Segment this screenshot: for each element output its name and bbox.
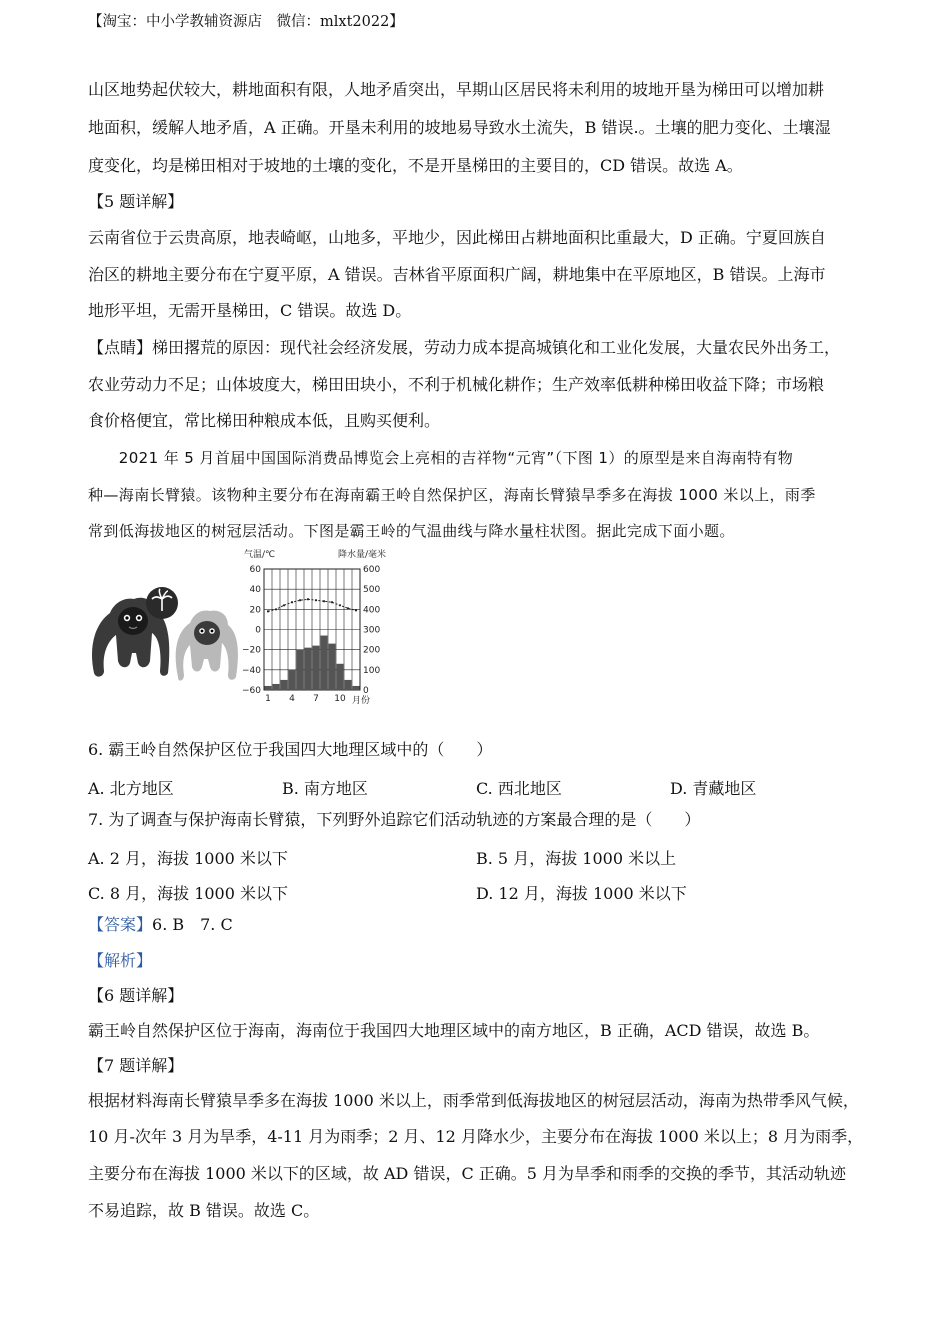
answer-text: 6. B 7. C xyxy=(152,915,233,934)
q7-option-d: D. 12 月，海拔 1000 米以下 xyxy=(476,884,687,903)
x-tick-label: 10 xyxy=(334,694,346,704)
text-line: 10 月-次年 3 月为旱季，4-11 月为雨季；2 月、12 月降水少，主要分布在海拔 1000 米以上；8 月为雨季， xyxy=(88,1127,864,1146)
temperature-point xyxy=(267,610,269,612)
figure-svg xyxy=(86,545,386,710)
right-tick-label: 100 xyxy=(363,665,381,676)
text-line: 种—海南长臂猿。该物种主要分布在海南霸王岭自然保护区，海南长臂猿旱季多在海拔 1000 米以上，雨季 xyxy=(88,486,816,504)
precipitation-bar xyxy=(305,648,312,690)
left-tick-label: 20 xyxy=(249,605,261,616)
precipitation-bar xyxy=(289,670,296,690)
text-line: 食价格便宜，常比梯田种粮成本低，且购买便利。 xyxy=(88,411,441,430)
temperature-point xyxy=(299,599,301,601)
temperature-point xyxy=(291,601,293,603)
page-header: 【淘宝：中小学教辅资源店 微信：mlxt2022】 xyxy=(88,14,404,30)
left-axis-ticks xyxy=(242,565,261,696)
q6-option-c: C. 西北地区 xyxy=(476,779,562,798)
x-axis-ticks xyxy=(265,694,346,704)
precipitation-bar xyxy=(353,686,360,690)
text-line: 2021 年 5 月首届中国国际消费品博览会上亮相的吉祥物“元宵”（下图 1）的原型是来自海南特有物 xyxy=(88,449,794,467)
left-tick-label: 60 xyxy=(249,565,261,575)
text-line: 云南省位于云贵高原，地表崎岖，山地多，平地少，因此梯田占耕地面积比重最大，D 正确。宁夏回族自 xyxy=(88,228,826,247)
precipitation-bar xyxy=(273,684,280,690)
q7-stem: 7. 为了调查与保护海南长臂猿，下列野外追踪它们活动轨迹的方案最合理的是（ ） xyxy=(88,810,701,829)
precipitation-bar xyxy=(345,680,352,690)
left-axis-label: 气温/℃ xyxy=(244,550,276,560)
x-tick-label: 1 xyxy=(265,694,271,704)
text-line: 常到低海拔地区的树冠层活动。下图是霸王岭的气温曲线与降水量柱状图。据此完成下面小题。 xyxy=(88,522,735,540)
figure-1 xyxy=(86,545,386,710)
precipitation-bar xyxy=(281,680,288,690)
right-tick-label: 500 xyxy=(363,585,381,596)
q6-option-a: A. 北方地区 xyxy=(88,779,174,798)
climate-chart xyxy=(242,548,386,706)
q7-option-c: C. 8 月，海拔 1000 米以下 xyxy=(88,884,289,903)
grid-lines xyxy=(264,569,360,690)
q6-explanation: 霸王岭自然保护区位于海南，海南位于我国四大地理区域中的南方地区，B 正确，ACD 错误，故选 B。 xyxy=(88,1021,820,1040)
q6-option-b: B. 南方地区 xyxy=(282,779,368,798)
right-tick-label: 300 xyxy=(363,625,381,636)
text-line: 根据材料海南长臂猿旱季多在海拔 1000 米以上，雨季常到低海拔地区的树冠层活动，海南为热带季风气候， xyxy=(88,1091,859,1110)
text-line: 山区地势起伏较大，耕地面积有限，人地矛盾突出，早期山区居民将未利用的坡地开垦为梯田可以增加耕 xyxy=(88,80,825,99)
temperature-point xyxy=(355,609,357,611)
temperature-point xyxy=(283,604,285,606)
right-tick-label: 600 xyxy=(363,565,381,575)
precipitation-bar xyxy=(265,686,272,690)
temperature-point xyxy=(307,598,309,600)
q7-option-b: B. 5 月，海拔 1000 米以上 xyxy=(476,849,677,868)
right-axis-label: 降水量/毫米 xyxy=(338,550,386,560)
left-tick-label: −60 xyxy=(242,686,261,696)
right-tick-label: 200 xyxy=(363,645,381,656)
text-line: 地形平坦，无需开垦梯田，C 错误。故选 D。 xyxy=(88,301,412,320)
q6-option-d: D. 青藏地区 xyxy=(670,779,757,798)
left-tick-label: −40 xyxy=(242,665,261,676)
left-tick-label: −20 xyxy=(242,645,261,656)
text-line: 【点睛】梯田撂荒的原因：现代社会经济发展，劳动力成本提高城镇化和工业化发展，大量农民外出务工， xyxy=(88,338,841,357)
temperature-point xyxy=(339,604,341,606)
right-axis-ticks xyxy=(363,565,380,696)
precipitation-bar xyxy=(321,636,328,690)
precipitation-bar xyxy=(297,650,304,690)
q5-heading: 【5 题详解】 xyxy=(88,192,184,211)
text-line: 度变化，均是梯田相对于坡地的土壤的变化，不是开垦梯田的主要目的，CD 错误。故选 A。 xyxy=(88,156,743,175)
right-tick-label: 400 xyxy=(363,605,381,616)
x-axis-label: 月份 xyxy=(352,696,371,706)
x-tick-label: 7 xyxy=(313,694,319,704)
answer-label: 【答案】 xyxy=(88,915,153,934)
precipitation-bar xyxy=(337,664,344,690)
temperature-point xyxy=(275,608,277,610)
text-line: 农业劳动力不足；山体坡度大，梯田田块小，不利于机械化耕作；生产效率低耕种梯田收益下降；市场粮 xyxy=(88,375,825,394)
text-line: 主要分布在海拔 1000 米以下的区域，故 AD 错误，C 正确。5 月为旱季和雨季的交换的季节，其活动轨迹 xyxy=(88,1164,847,1183)
left-tick-label: 40 xyxy=(249,585,261,596)
answer-line xyxy=(88,915,233,935)
temperature-point xyxy=(331,601,333,603)
q6-heading: 【6 题详解】 xyxy=(88,986,184,1005)
q7-heading: 【7 题详解】 xyxy=(88,1056,184,1075)
text-line: 不易追踪，故 B 错误。故选 C。 xyxy=(88,1201,320,1220)
precipitation-bar xyxy=(329,644,336,690)
left-tick-label: 0 xyxy=(255,625,261,636)
temperature-point xyxy=(315,599,317,601)
gibbon-mascot-illustration xyxy=(92,587,238,681)
analysis-label: 【解析】 xyxy=(88,951,153,970)
text-line: 地面积，缓解人地矛盾，A 正确。开垦未利用的坡地易导致水土流失，B 错误.。土壤的肥力变化、土壤湿 xyxy=(88,118,831,137)
text-line: 治区的耕地主要分布在宁夏平原，A 错误。吉林省平原面积广阔，耕地集中在平原地区，B 错误。上海市 xyxy=(88,265,826,284)
precipitation-bar xyxy=(313,646,320,690)
temperature-point xyxy=(323,600,325,602)
temperature-point xyxy=(347,607,349,609)
q7-option-a: A. 2 月，海拔 1000 米以下 xyxy=(88,849,288,868)
x-tick-label: 4 xyxy=(289,694,295,704)
q6-stem: 6. 霸王岭自然保护区位于我国四大地理区域中的（ ） xyxy=(88,740,493,759)
right-tick-label: 0 xyxy=(363,686,369,696)
